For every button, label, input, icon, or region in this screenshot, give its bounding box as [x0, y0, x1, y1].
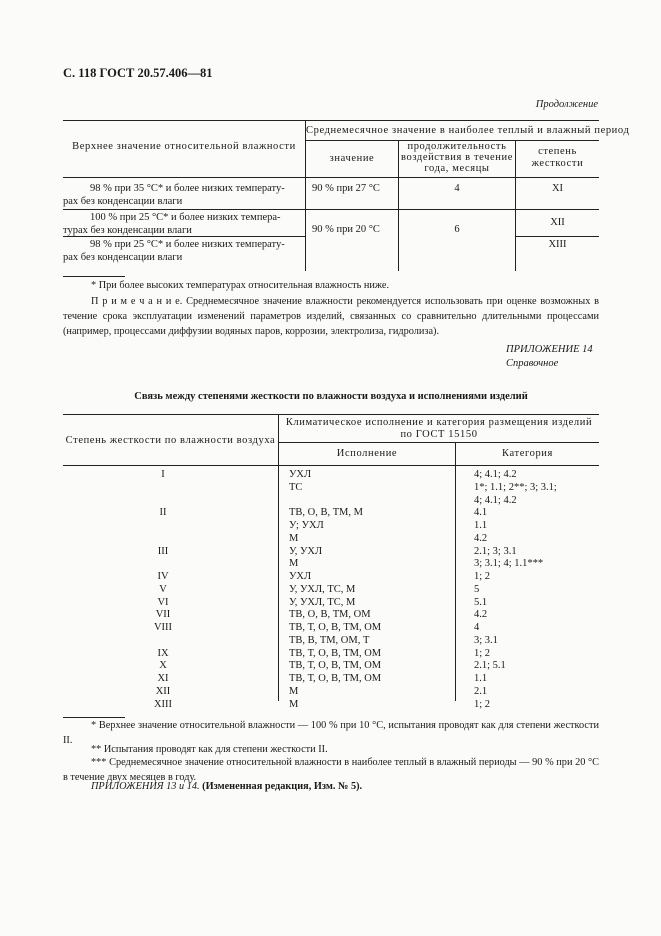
table2-category: 1.1: [474, 673, 488, 684]
table2-execution: У, УХЛ: [289, 545, 323, 557]
table1-degree: XII: [550, 217, 565, 228]
table2-col-cat: Категория: [502, 448, 553, 459]
table2-execution: ТВ, В, ТМ, ОМ, Т: [289, 634, 370, 646]
table1-value: 90 % при 27 °С: [312, 183, 380, 194]
page-header: С. 118 ГОСТ 20.57.406—81: [63, 66, 213, 80]
table2-col-degree: Степень жесткости по влажности воздуха: [65, 435, 276, 446]
table2-execution: М: [289, 558, 299, 570]
continuation-label: Продолжение: [535, 99, 598, 110]
table2-degree: VII: [155, 609, 171, 621]
table1-col-humidity: Верхнее значение относительной влажности: [72, 141, 296, 152]
table2-execution: ТВ, Т, О, В, ТМ, ОМ: [289, 673, 382, 684]
table2-category: 2.1: [474, 685, 488, 697]
table2-execution: М: [289, 532, 299, 544]
appendix-title: ПРИЛОЖЕНИЕ 14: [506, 344, 593, 355]
table2-category: 4; 4.1; 4.2: [474, 469, 517, 480]
table2-execution: У, УХЛ, ТС, М: [289, 583, 356, 595]
table-row: 98 % при 25 °С* и более низких температу- рах без конденсации влаги: [63, 239, 285, 263]
table2-execution: ТВ, О, В, ТМ, М: [289, 507, 363, 519]
closing-note: ПРИЛОЖЕНИЯ 13 и 14. (Измененная редакция, Изм. № 5).: [91, 781, 363, 792]
note-paragraph: П р и м е ч а н и е. Среднемесячное значение влажности рекомендуется использовать при оценке возможных в течение срока эксплуатации изменений параметров изделий, связанных со сравнительно длительными процессами (например, процессами диффузии водяных паров, коррозии, электролиза, гидролиза).: [63, 296, 600, 337]
table2-category: 1*; 1.1; 2**; 3; 3.1;: [474, 481, 557, 493]
table2-category: 1; 2: [474, 698, 491, 710]
footnote: * При более высоких температурах относительная влажность ниже.: [91, 280, 390, 291]
table2-degree: IX: [157, 647, 169, 659]
table2-category: 4: [474, 622, 480, 633]
table2-category: 4.2: [474, 609, 488, 621]
table1-degree: XI: [551, 183, 564, 194]
table2-execution: М: [289, 685, 299, 697]
table2-degree: II: [159, 507, 167, 519]
table2-category: 4.1: [474, 507, 488, 519]
table2-execution: У, УХЛ, ТС, М: [289, 596, 356, 608]
table2-degree: XI: [157, 673, 169, 684]
table2-degree: III: [157, 545, 169, 557]
table1-duration: 4: [454, 183, 460, 194]
table2-degree: I: [161, 469, 165, 480]
table2-category: 1; 2: [474, 571, 491, 582]
table2-category: 2.1; 5.1: [474, 660, 506, 672]
table1-value: 90 % при 20 °С: [312, 224, 380, 235]
table2-execution: ТВ, Т, О, В, ТМ, ОМ: [289, 622, 382, 633]
table2-col-group: Климатическое исполнение и категория размещения изделий по ГОСТ 15150: [285, 417, 593, 440]
table1-col-group: Среднемесячное значение в наиболее теплый и влажный период: [306, 125, 630, 136]
table2-degree: XII: [155, 685, 171, 697]
table1-duration: 6: [454, 224, 460, 235]
table2-degree: XIII: [153, 698, 173, 710]
note-label: П р и м е ч а н и е.: [91, 296, 183, 307]
table2-degree: V: [159, 583, 167, 595]
table2-execution: ТВ, О, В, ТМ, ОМ: [289, 609, 371, 621]
table2-execution: У; УХЛ: [289, 520, 324, 531]
table2-degree: IV: [157, 571, 169, 582]
table2-degree: X: [159, 660, 167, 672]
table1-col-value: значение: [329, 153, 375, 164]
footnote: ** Испытания проводят как для степени жесткости II.: [91, 744, 328, 755]
table2-degree: VIII: [153, 622, 173, 633]
table1-degree: XIII: [548, 239, 567, 250]
footnote: * Верхнее значение относительной влажности — 100 % при 10 °С, испытания проводят как для степени жесткости II.: [63, 720, 599, 746]
table1-col-duration: продолжительность воздействия в течение года, месяцы: [400, 141, 513, 174]
footnote: *** Среднемесячное значение относительной влажности в наиболее теплый в влажный периоды — 90 % при 20 °С в течение двух месяцев в году.: [63, 757, 599, 783]
table2-category: 4.2: [474, 532, 488, 544]
table2-category: 2.1; 3; 3.1: [474, 545, 517, 557]
table2-category: 3; 3.1: [474, 634, 498, 646]
table2-degree: VI: [157, 596, 169, 608]
table2-execution: УХЛ: [289, 571, 312, 582]
appendix-subtitle: Справочное: [506, 358, 559, 369]
table2-category: 5: [474, 583, 480, 595]
table2-col-exec: Исполнение: [336, 448, 398, 459]
table2-execution: ТВ, Т, О, В, ТМ, ОМ: [289, 660, 382, 672]
table2-execution: ТВ, Т, О, В, ТМ, ОМ: [289, 647, 382, 659]
table2-category: 1; 2: [474, 647, 491, 659]
table2-execution: ТС: [289, 481, 303, 493]
table2-category: 5.1: [474, 596, 488, 608]
table-row: 100 % при 25 °С* и более низких темпера- турах без конденсации влаги: [63, 212, 281, 236]
table2-execution: М: [289, 698, 299, 710]
table2-category: 3; 3.1; 4; 1.1***: [474, 558, 544, 570]
table2-category: 4; 4.1; 4.2: [474, 494, 517, 506]
table1-col-degree: степень жесткости: [531, 146, 584, 169]
table2-category: 1.1: [474, 520, 488, 531]
table2-execution: УХЛ: [289, 469, 312, 480]
table-row: 98 % при 35 °С* и более низких температу- рах без конденсации влаги: [63, 183, 285, 207]
section-title: Связь между степенями жесткости по влажности воздуха и исполнениями изделий: [134, 391, 528, 402]
